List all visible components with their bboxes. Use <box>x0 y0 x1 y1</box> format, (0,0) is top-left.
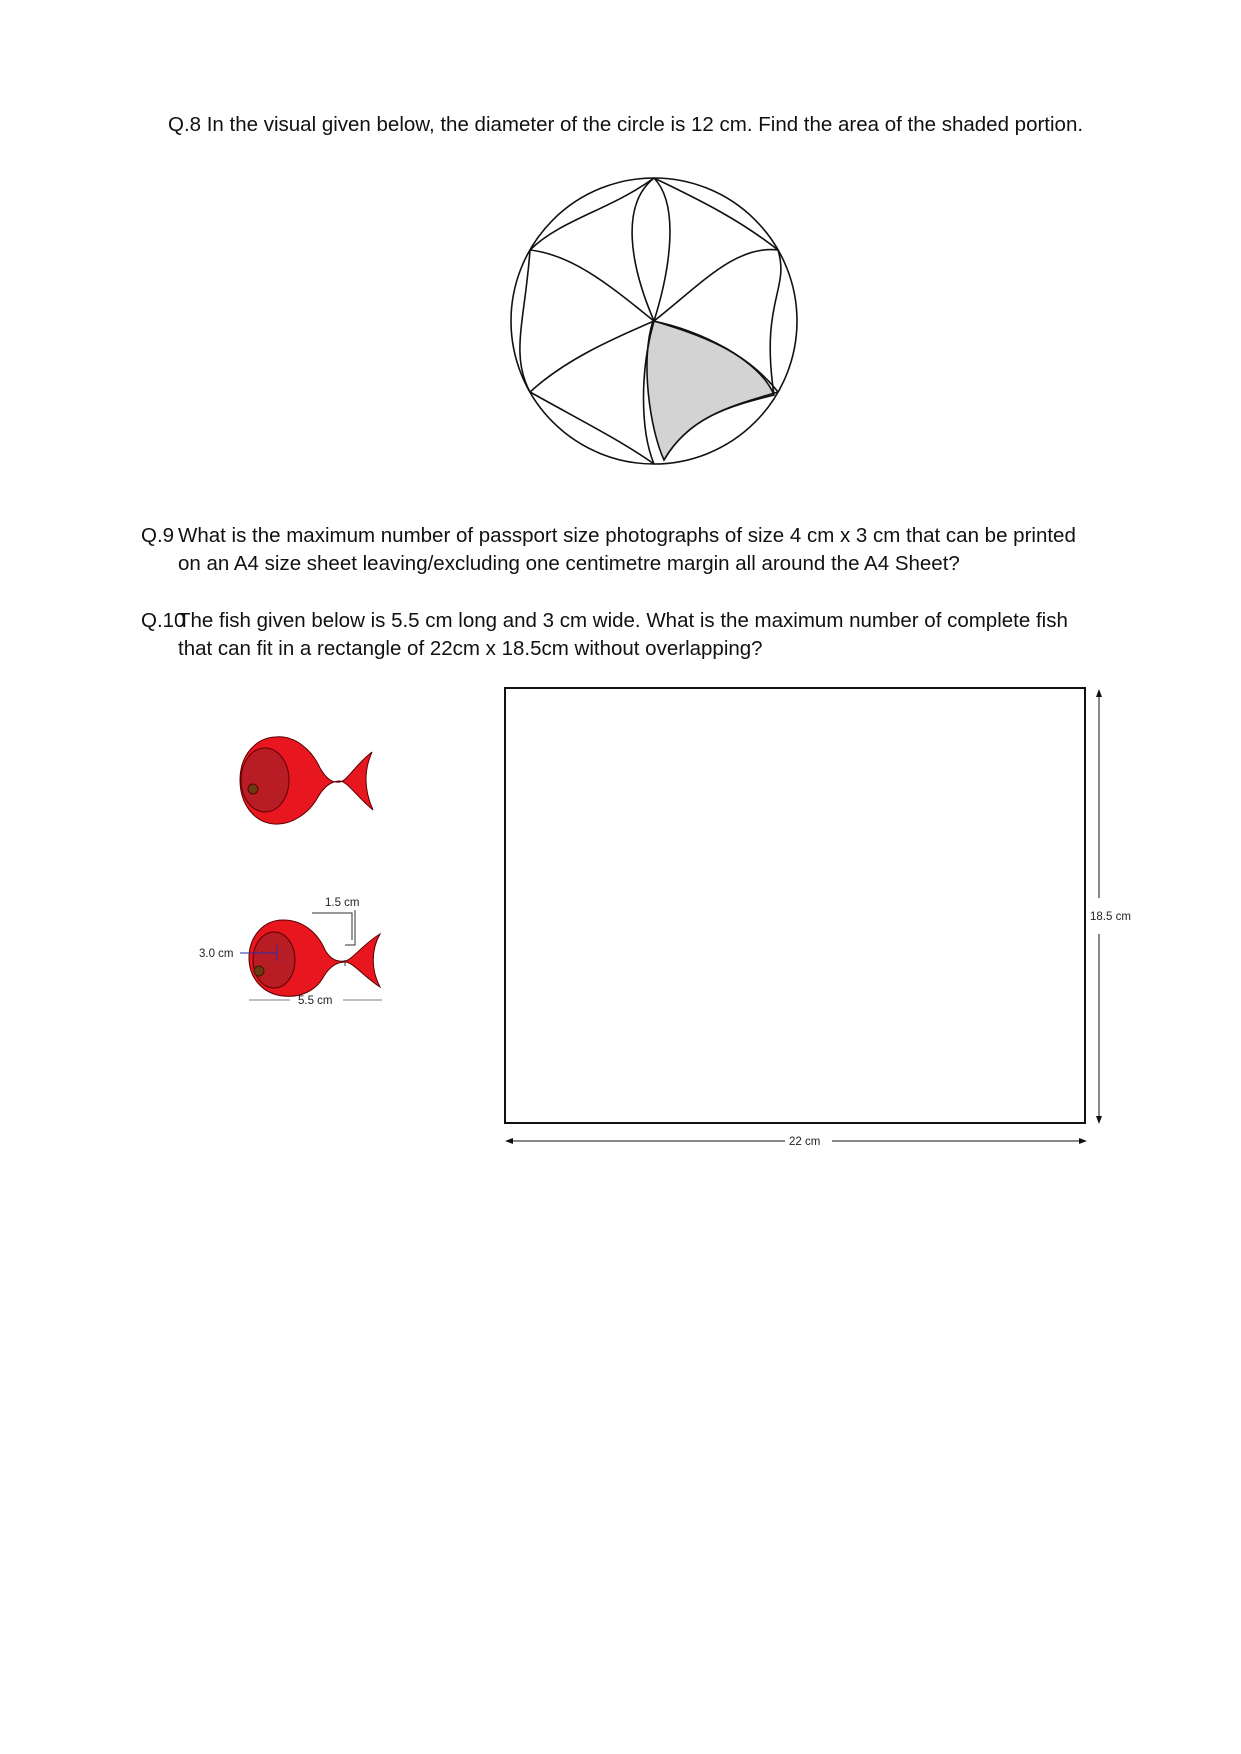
target-rectangle <box>505 688 1085 1123</box>
question-10-line-2: that can fit in a rectangle of 22cm x 18.5cm without overlapping? <box>178 637 763 660</box>
question-9-line-1: What is the maximum number of passport size photographs of size 4 cm x 3 cm that can be printed <box>178 524 1076 547</box>
fish-head <box>241 748 289 812</box>
fish-dimensioned <box>199 897 382 1007</box>
question-10-number: Q.10 <box>141 609 186 632</box>
fish-plain <box>240 737 373 824</box>
fish-head-2 <box>253 932 295 988</box>
fish-eye-2 <box>254 966 264 976</box>
fish-neck-label: 1.5 cm <box>325 897 360 909</box>
circle-figure <box>511 178 797 464</box>
fish-length-label: 5.5 cm <box>298 995 333 1007</box>
rect-width-label: 22 cm <box>789 1136 821 1148</box>
question-9-number: Q.9 <box>141 524 175 547</box>
fish-eye <box>248 784 258 794</box>
question-9-line-2: on an A4 size sheet leaving/excluding one centimetre margin all around the A4 Sheet? <box>178 552 960 575</box>
rect-height-label: 18.5 cm <box>1090 911 1131 923</box>
rectangle-figure <box>505 688 1131 1148</box>
question-8: Q.8 In the visual given below, the diameter of the circle is 12 cm. Find the area of the shaded portion. <box>168 113 1084 136</box>
fish-width-label: 3.0 cm <box>199 948 234 960</box>
question-10-line-1: The fish given below is 5.5 cm long and 3 cm wide. What is the maximum number of complete fish <box>178 609 1068 632</box>
